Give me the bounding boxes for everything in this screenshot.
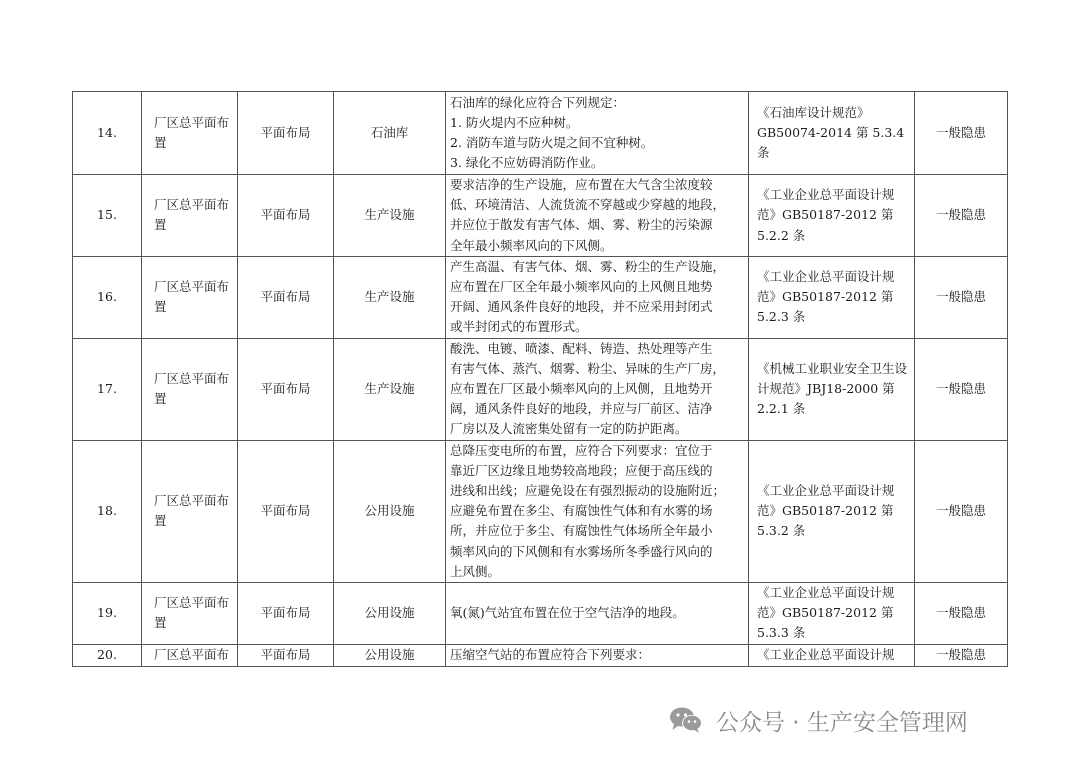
requirement-line: 应布置在厂区最小频率风向的上风侧，且地势开 [450,381,713,397]
wechat-icon [668,705,704,735]
requirement-line: 所，并应位于多尘、有腐蚀性气体场所全年最小 [450,523,713,539]
row-number: 18. [73,440,142,582]
requirement-line: 靠近厂区边缘且地势较高地段；应便于高压线的 [450,462,713,478]
sub-category-cell: 平面布局 [238,338,334,440]
requirement-cell [446,644,749,666]
table-row [73,92,1008,175]
requirement-cell [446,92,749,175]
row-number: 16. [73,256,142,338]
row-number: 20. [73,644,142,666]
sub-category-cell: 平面布局 [238,175,334,257]
row-number: 17. [73,338,142,440]
object-cell: 公用设施 [334,644,446,666]
watermark [668,700,968,740]
category-cell: 厂区总平面布 [142,644,238,666]
requirement-line: 氧(氮)气站宜布置在位于空气洁净的地段。 [450,605,685,621]
hazard-level-cell: 一般隐患 [915,92,1008,175]
requirement-cell [446,256,749,338]
requirement-line: 应避免布置在多尘、有腐蚀性气体和有水雾的场 [450,503,713,519]
table-row [73,583,1008,645]
requirement-line: 低、环境清洁、人流货流不穿越或少穿越的地段， [450,197,726,213]
requirement-cell [446,440,749,582]
requirement-line: 开阔、通风条件良好的地段，并不应采用封闭式 [450,299,713,315]
table-row [73,256,1008,338]
requirement-line: 应布置在厂区全年最小频率风向的上风侧且地势 [450,279,713,295]
hazard-level-cell: 一般隐患 [915,338,1008,440]
requirement-line: 或半封闭式的布置形式。 [450,319,588,335]
hazard-level-cell: 一般隐患 [915,175,1008,257]
row-number: 19. [73,583,142,645]
category-cell: 厂区总平面布置 [142,92,238,175]
basis-cell: 《工业企业总平面设计规范》GB50187-2012 第 5.3.2 条 [749,440,915,582]
requirement-line: 总降压变电所的布置，应符合下列要求：宜位于 [450,442,713,458]
hazard-table [72,91,1008,667]
basis-cell: 《机械工业职业安全卫生设计规范》JBJ18-2000 第 2.2.1 条 [749,338,915,440]
requirement-cell [446,175,749,257]
sub-category-cell: 平面布局 [238,440,334,582]
row-number: 14. [73,92,142,175]
sub-category-cell: 平面布局 [238,644,334,666]
basis-cell: 《石油库设计规范》GB50074-2014 第 5.3.4 条 [749,92,915,175]
hazard-level-cell: 一般隐患 [915,256,1008,338]
object-cell: 生产设施 [334,338,446,440]
requirement-line: 频率风向的下风侧和有水雾场所冬季盛行风向的 [450,543,713,559]
basis-cell: 《工业企业总平面设计规 [749,644,915,666]
table-body [73,92,1008,667]
table-row [73,440,1008,582]
requirement-line: 产生高温、有害气体、烟、雾、粉尘的生产设施， [450,258,726,274]
requirement-cell [446,583,749,645]
category-cell: 厂区总平面布置 [142,175,238,257]
row-number: 15. [73,175,142,257]
table-row [73,175,1008,257]
sub-category-cell: 平面布局 [238,256,334,338]
requirement-line: 并应位于散发有害气体、烟、雾、粉尘的污染源 [450,217,713,233]
requirement-line: 酸洗、电镀、喷漆、配料、铸造、热处理等产生 [450,340,713,356]
object-cell: 公用设施 [334,583,446,645]
requirement-line: 进线和出线；应避免设在有强烈振动的设施附近； [450,483,726,499]
requirement-line: 石油库的绿化应符合下列规定： [450,94,626,110]
requirement-line: 厂房以及人流密集处留有一定的防护距离。 [450,421,688,437]
requirement-line: 上风侧。 [450,563,501,579]
basis-cell: 《工业企业总平面设计规范》GB50187-2012 第 5.2.2 条 [749,175,915,257]
requirement-line: 3. 绿化不应妨碍消防作业。 [450,155,604,171]
category-cell: 厂区总平面布置 [142,338,238,440]
sub-category-cell: 平面布局 [238,92,334,175]
requirement-line: 阔，通风条件良好的地段，并应与厂前区、洁净 [450,401,713,417]
object-cell: 生产设施 [334,256,446,338]
requirement-line: 2. 消防车道与防火堤之间不宜种树。 [450,135,654,150]
hazard-level-cell: 一般隐患 [915,440,1008,582]
requirement-line: 压缩空气站的布置应符合下列要求： [450,647,651,663]
requirement-line: 要求洁净的生产设施，应布置在大气含尘浓度较 [450,177,713,192]
basis-cell: 《工业企业总平面设计规范》GB50187-2012 第 5.2.3 条 [749,256,915,338]
hazard-level-cell: 一般隐患 [915,644,1008,666]
sub-category-cell: 平面布局 [238,583,334,645]
hazard-level-cell: 一般隐患 [915,583,1008,645]
requirement-line: 全年最小频率风向的下风侧。 [450,237,613,253]
table-row [73,644,1008,666]
requirement-line: 有害气体、蒸汽、烟雾、粉尘、异味的生产厂房， [450,360,726,376]
table-row [73,338,1008,440]
object-cell: 生产设施 [334,175,446,257]
category-cell: 厂区总平面布置 [142,440,238,582]
category-cell: 厂区总平面布置 [142,583,238,645]
category-cell: 厂区总平面布置 [142,256,238,338]
basis-cell: 《工业企业总平面设计规范》GB50187-2012 第 5.3.3 条 [749,583,915,645]
requirement-line: 1. 防火堤内不应种树。 [450,114,579,130]
object-cell: 公用设施 [334,440,446,582]
requirement-cell [446,338,749,440]
object-cell: 石油库 [334,92,446,175]
watermark-text: 公众号 · 生产安全管理网 [716,709,968,736]
